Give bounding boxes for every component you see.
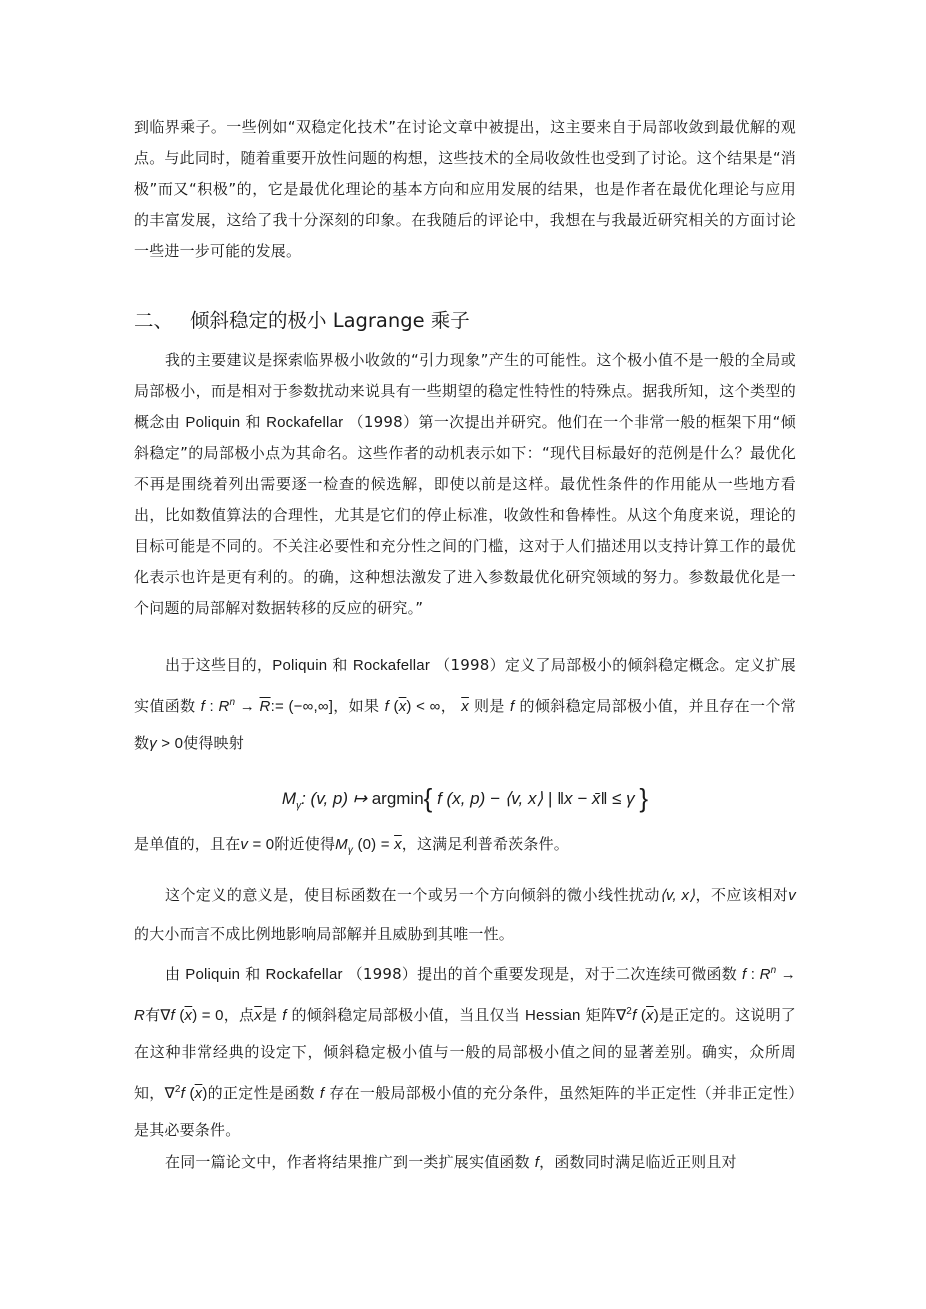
paragraph-intro-end: 到临界乘子。一些例如“双稳定化技术”在讨论文章中被提出，这主要来自于局部收敛到最优解的观点。与此同时，随着重要开放性问题的构想，这些技术的全局收敛性也受到了讨论。这个结果是“消极”而又“积极”的，它是最优化理论的基本方向和应用发展的结果，也是作者在最优化理论与应用的丰富发展，这给了我十分深刻的印象。在我随后的评论中，我想在与我最近研究相关的方面讨论一些进一步可能的发展。 [134, 118, 796, 260]
section-title: 倾斜稳定的极小 Lagrange 乘子 [190, 309, 470, 332]
paragraph-discovery: 由 Poliquin 和 Rockafellar （1998）提出的首个重要发现是，对于二次连续可微函数 f : $R^n \to R$有∇f $(\overline{x}) = 0$，点$\overline{x}$是 f 的倾斜稳定局部极小值，当且仅当 Hessian 矩阵∇$^2$f $(\overline{x})$是正定的。这说明了在这种非常经典的设定下，倾斜稳定极小值与一般的局部极小值之间的显著差别。确实，众所周知，∇$^2$f $(\overline{x})$的正定性是函数 f 存在一般局部极小值的充分条件，虽然矩阵的半正定性（并非正定性）是其必要条件。 [134, 965, 796, 1139]
section-heading [134, 307, 470, 335]
formula-f-map: f [200, 698, 205, 715]
section-number: 二、 [134, 309, 174, 332]
paragraph-motivation: 我的主要建议是探索临界极小收敛的“引力现象”产生的可能性。这个极小值不是一般的全局或局部极小，而是相对于参数扰动来说具有一些期望的稳定性特性的特殊点。据我所知，这个类型的概念由 Poliquin 和 Rockafellar （1998）第一次提出并研究。他们在一个非常一般的框架下用“倾斜稳定”的局部极小点为其命名。这些作者的动机表示如下：“现代目标最好的范例是什么？最优化不再是围绕着列出需要逐一检查的候选解，即使以前是这样。最优性条件的作用能从一些地方看出，比如数值算法的合理性，尤其是它们的停止标准，收敛性和鲁棒性。从这个角度来说，理论的目标可能是不同的。不关注必要性和充分性之间的门槛，这对于人们描述用以支持计算工作的最优化表示也许是更有利的。的确，这种想法激发了进入参数最优化研究领域的努力。参数最优化是一个问题的局部解对数据转移的反应的研究。” [134, 351, 796, 617]
formula-tilt-map: $M_\gamma$: (v, p) ↦ argmin{ f (x, p) − ⟨v, x⟩ | ‖x − x̄‖ ≤ γ } [281, 783, 649, 813]
formula-inner-product: ⟨v, x⟩ [659, 887, 696, 904]
paragraph-single-valued: 是单值的，且在v = 0附近使得$M_\gamma$ $(0) = \overline{x}$，这满足利普希茨条件。 [134, 835, 569, 856]
paragraph-meaning: 这个定义的意义是，使目标函数在一个或另一个方向倾斜的微小线性扰动⟨v, x⟩，不应该相对v的大小而言不成比例地影响局部解并且威胁到其唯一性。 [134, 886, 796, 943]
formula-xbar: $\overline{x}$ [461, 698, 469, 715]
paragraph-definition: 出于这些目的，Poliquin 和 Rockafellar （1998）定义了局部极小的倾斜稳定概念。定义扩展实值函数 f : $R^n$ → $\overline{R}:=$ (−∞,∞]，如果 f $(\overline{x})$ < ∞， $\overline{x}$ 则是 f 的倾斜稳定局部极小值，并且存在一个常数γ > 0使得映射 [134, 656, 796, 752]
paragraph-extension: 在同一篇论文中，作者将结果推广到一类扩展实值函数 f，函数同时满足临近正则且对 [165, 1153, 737, 1171]
